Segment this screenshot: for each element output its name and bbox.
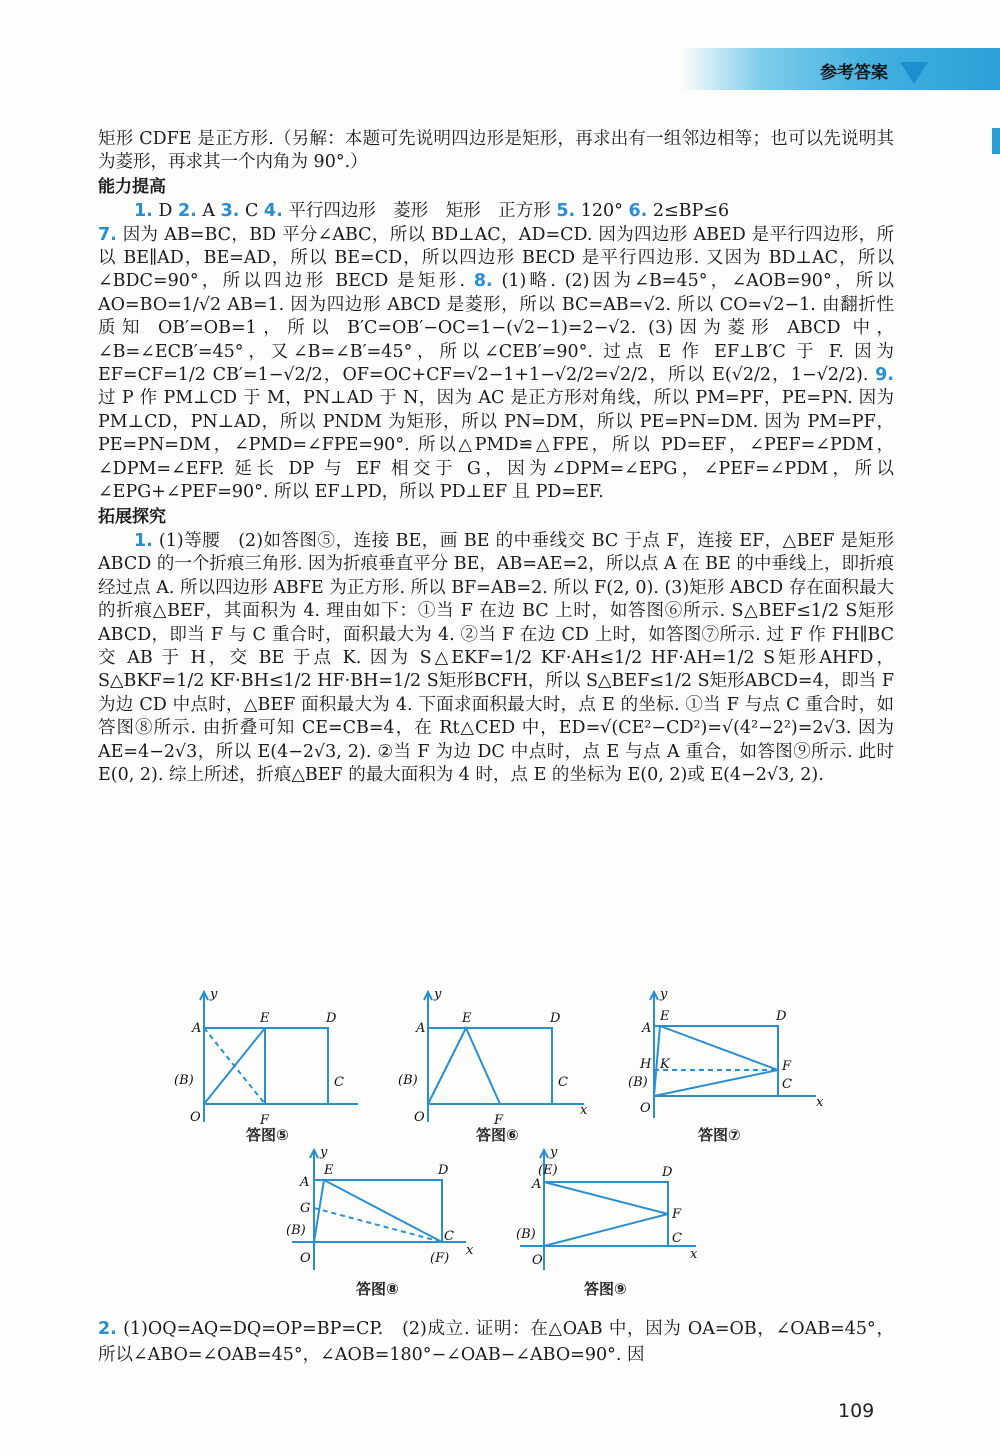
label-y: y xyxy=(320,1145,328,1160)
fold-line-gc xyxy=(314,1208,442,1242)
num-5: 5. xyxy=(556,201,576,222)
label-c: C xyxy=(558,1075,568,1090)
ans-e1: (1)等腰 (2)如答图⑤，连接 BE，画 BE 的中垂线交 BC 于点 F，连接 EF，△BEF 是矩形 ABCD 的一个折痕三角形. 因为折痕垂直平分 BE，AB=AE=2，所以点 A 在 BE 的中垂线上，即折痕经过点 A. 所以四边形 ABFE 为正方形. 所以 BF=AB=2. 所以 F(2, 0). (3)矩形 ABCD 存在面积最大的折痕△BEF，其面积为 4. 理由如下：①当 F 在边 BC 上时，如答图⑥所示. S△BEF≤1/2 S矩形ABCD，即当 F 与 C 重合时，面积最大为 4. ②当 F 在边 CD 上时，如答图⑦所示. 过 F 作 FH∥BC 交 AB 于 H，交 BE 于点 K. 因为 S△EKF=1/2 KF·AH≤1/2 HF·AH=1/2 S矩形AHFD，S△BKF=1/2 KF·BH≤1/2 HF·BH=1/2 S矩形BCFH，所以 S△BEF≤1/2 S矩形ABCD=4，即当 F 为边 CD 中点时，△BEF 面积最大为 4. 下面求面积最大时，点 E 的坐标. ①当 F 与点 C 重合时，如答图⑧所示. 由折叠可知 CE=CB=4，在 Rt△CED 中，ED=√(CE²−CD²)=√(4²−2²)=2√3. 因为 AE=4−2√3，所以 E(4−2√3, 2). ②当 F 为边 DC 中点时，点 E 与点 A 重合，如答图⑨所示. 此时 E(0, 2). 综上所述，折痕△BEF 的最大面积为 4 时，点 E 的坐标为 E(0, 2)或 E(4−2√3, 2). xyxy=(98,530,894,785)
page-edge-mark xyxy=(992,128,1000,154)
label-d: D xyxy=(550,1011,561,1026)
figure-8 xyxy=(280,1146,480,1276)
ans-6: 2≤BP≤6 xyxy=(647,201,730,222)
label-d: D xyxy=(326,1011,337,1026)
num-8: 8. xyxy=(473,271,493,292)
label-b: (B) xyxy=(174,1073,194,1088)
label-x: x xyxy=(580,1103,588,1118)
ans-9: 过 P 作 PM⊥CD 于 M，PN⊥AD 于 N，因为 AC 是正方形对角线，所以 PM=PF，PE=PN. 因为 PM⊥CD，PN⊥AD，所以 PNDM 为矩形，所以 PN=DM，所以 PE=PN=DM. 因为 PM=PF，PE=PN=DM，∠PMD=∠FPE=90°. 所以△PMD≌△FPE，所以 PD=EF，∠PEF=∠PDM，∠DPM=∠EFP. 延长 DP 与 EF 相交于 G，因为∠DPM=∠EPG，∠PEF=∠PDM，所以∠EPG+∠PEF=90°. 所以 EF⊥PD，所以 PD⊥EF 且 PD=EF. xyxy=(98,388,894,503)
num-4: 4. xyxy=(263,201,283,222)
num-2: 2. xyxy=(177,201,197,222)
label-d: D xyxy=(438,1163,449,1178)
label-o: O xyxy=(300,1251,311,1266)
label-d: D xyxy=(662,1165,673,1180)
label-e: E xyxy=(324,1163,334,1178)
answer-text xyxy=(98,128,894,787)
header-label: 参考答案 xyxy=(820,63,888,83)
label-x: x xyxy=(466,1243,474,1258)
label-a: A xyxy=(300,1175,310,1190)
num-e1: 1. xyxy=(134,530,153,551)
num-e2: 2. xyxy=(98,1319,117,1339)
label-y: y xyxy=(660,987,668,1002)
num-6: 6. xyxy=(628,201,648,222)
label-c: C xyxy=(444,1229,454,1244)
caption-fig9: 答图⑨ xyxy=(584,1280,627,1298)
label-a: A xyxy=(642,1021,652,1036)
label-o: O xyxy=(190,1110,201,1125)
section-ability: 能力提高 xyxy=(98,176,166,197)
ans-8: (1)略. (2)因为∠B=45°，∠AOB=90°，所以 AO=BO=1/√2 AB=1. 因为四边形 ABCD 是菱形，所以 BC=AB=√2. 所以 CO=√2−1. 由翻折性质知 OB′=OB=1，所以 B′C=OB′−OC=1−(√2−1)=2−√2. (3)因为菱形 ABCD 中，∠B=∠ECB′=45°，又∠B=∠B′=45°，所以∠CEB′=90°. 过点 E 作 EF⊥B′C 于 F. 因为 EF=CF=1/2 CB′=1−√2/2，OF=OC+CF=√2−1+1−√2/2=√2/2，所以 E(√2/2，1−√2/2). xyxy=(98,271,894,386)
label-o: O xyxy=(532,1253,543,1268)
label-e: E xyxy=(660,1009,670,1024)
num-9: 9. xyxy=(875,365,894,386)
label-e: E xyxy=(462,1011,472,1026)
label-e: E xyxy=(260,1011,270,1026)
label-f: F xyxy=(782,1059,792,1074)
label-f: F xyxy=(494,1113,504,1128)
label-b: (B) xyxy=(398,1073,418,1088)
label-a: A xyxy=(416,1021,426,1036)
label-o: O xyxy=(414,1110,425,1125)
label-x: x xyxy=(690,1247,698,1262)
ans-7: 因为 AB=BC，BD 平分∠ABC，所以 BD⊥AC，AD=CD. 因为四边形 ABED 是平行四边形，所以 BE∥AD，BE=AD，所以 BE=CD，所以四边形 BECD 是平行四边形. 又因为 BD⊥AC，所以∠BDC=90°，所以四边形 BECD 是矩形. xyxy=(98,224,894,292)
ans-3: C xyxy=(239,201,264,222)
section-extend: 拓展探究 xyxy=(98,506,166,527)
ans-1: D xyxy=(152,201,178,222)
figure-area xyxy=(170,988,830,1300)
label-e: (E) xyxy=(538,1163,558,1178)
caption-fig7: 答图⑦ xyxy=(698,1126,741,1144)
ans-5: 120° xyxy=(575,201,629,222)
answers-1-6 xyxy=(98,200,894,223)
paragraph-p1: 矩形 CDFE 是正方形.（另解：本题可先说明四边形是矩形，再求出有一组邻边相等；也可以先说明其为菱形，再求其一个内角为 90°.） xyxy=(98,129,894,173)
label-b: (B) xyxy=(516,1227,536,1242)
ans-4: 平行四边形 菱形 矩形 正方形 xyxy=(282,201,557,222)
label-d: D xyxy=(776,1009,787,1024)
label-o: O xyxy=(640,1101,651,1116)
segment-ef xyxy=(660,1026,778,1070)
label-c: C xyxy=(672,1231,682,1246)
banner-arrow-icon xyxy=(900,62,928,84)
figure-9 xyxy=(510,1146,710,1276)
label-b: (B) xyxy=(628,1075,648,1090)
label-k: K xyxy=(660,1057,670,1072)
extend-2 xyxy=(98,1316,894,1368)
rectangle-abcd xyxy=(544,1182,668,1246)
triangle-bef xyxy=(428,1028,500,1104)
label-g: G xyxy=(300,1201,311,1216)
caption-fig5: 答图⑤ xyxy=(246,1126,289,1144)
page-number: 109 xyxy=(838,1400,875,1422)
figure-5 xyxy=(170,987,344,1128)
label-f: F xyxy=(672,1207,682,1222)
ans-2: A xyxy=(196,201,221,222)
figure-7 xyxy=(620,988,830,1128)
label-y: y xyxy=(550,1145,558,1160)
label-f: (F) xyxy=(430,1251,450,1266)
label-a: A xyxy=(532,1177,542,1192)
segment-bf xyxy=(654,1070,778,1096)
num-3: 3. xyxy=(220,201,240,222)
label-a: A xyxy=(192,1021,202,1036)
num-7: 7. xyxy=(98,224,117,245)
num-1: 1. xyxy=(134,201,153,222)
label-y: y xyxy=(210,987,218,1002)
label-c: C xyxy=(782,1077,792,1092)
rectangle-abcd xyxy=(654,1026,778,1096)
figure-6 xyxy=(394,988,594,1128)
triangle-bec xyxy=(314,1180,442,1242)
extend-1 xyxy=(98,530,894,787)
answers-7-9 xyxy=(98,224,894,505)
label-y: y xyxy=(434,987,442,1002)
label-c: C xyxy=(334,1075,344,1090)
label-h: H xyxy=(640,1057,652,1072)
caption-fig6: 答图⑥ xyxy=(476,1126,519,1144)
label-b: (B) xyxy=(286,1223,306,1238)
label-f: F xyxy=(260,1113,270,1128)
caption-fig8: 答图⑧ xyxy=(356,1280,399,1298)
header-banner xyxy=(680,48,1000,90)
triangle-efb xyxy=(544,1182,668,1246)
label-x: x xyxy=(816,1095,824,1110)
ans-e2: (1)OQ=AQ=DQ=OP=BP=CP. (2)成立. 证明：在△OAB 中，因为 OA=OB，∠OAB=45°，所以∠ABO=∠OAB=45°，∠AOB=180°−∠OAB−∠ABO=90°. 因 xyxy=(98,1319,894,1365)
